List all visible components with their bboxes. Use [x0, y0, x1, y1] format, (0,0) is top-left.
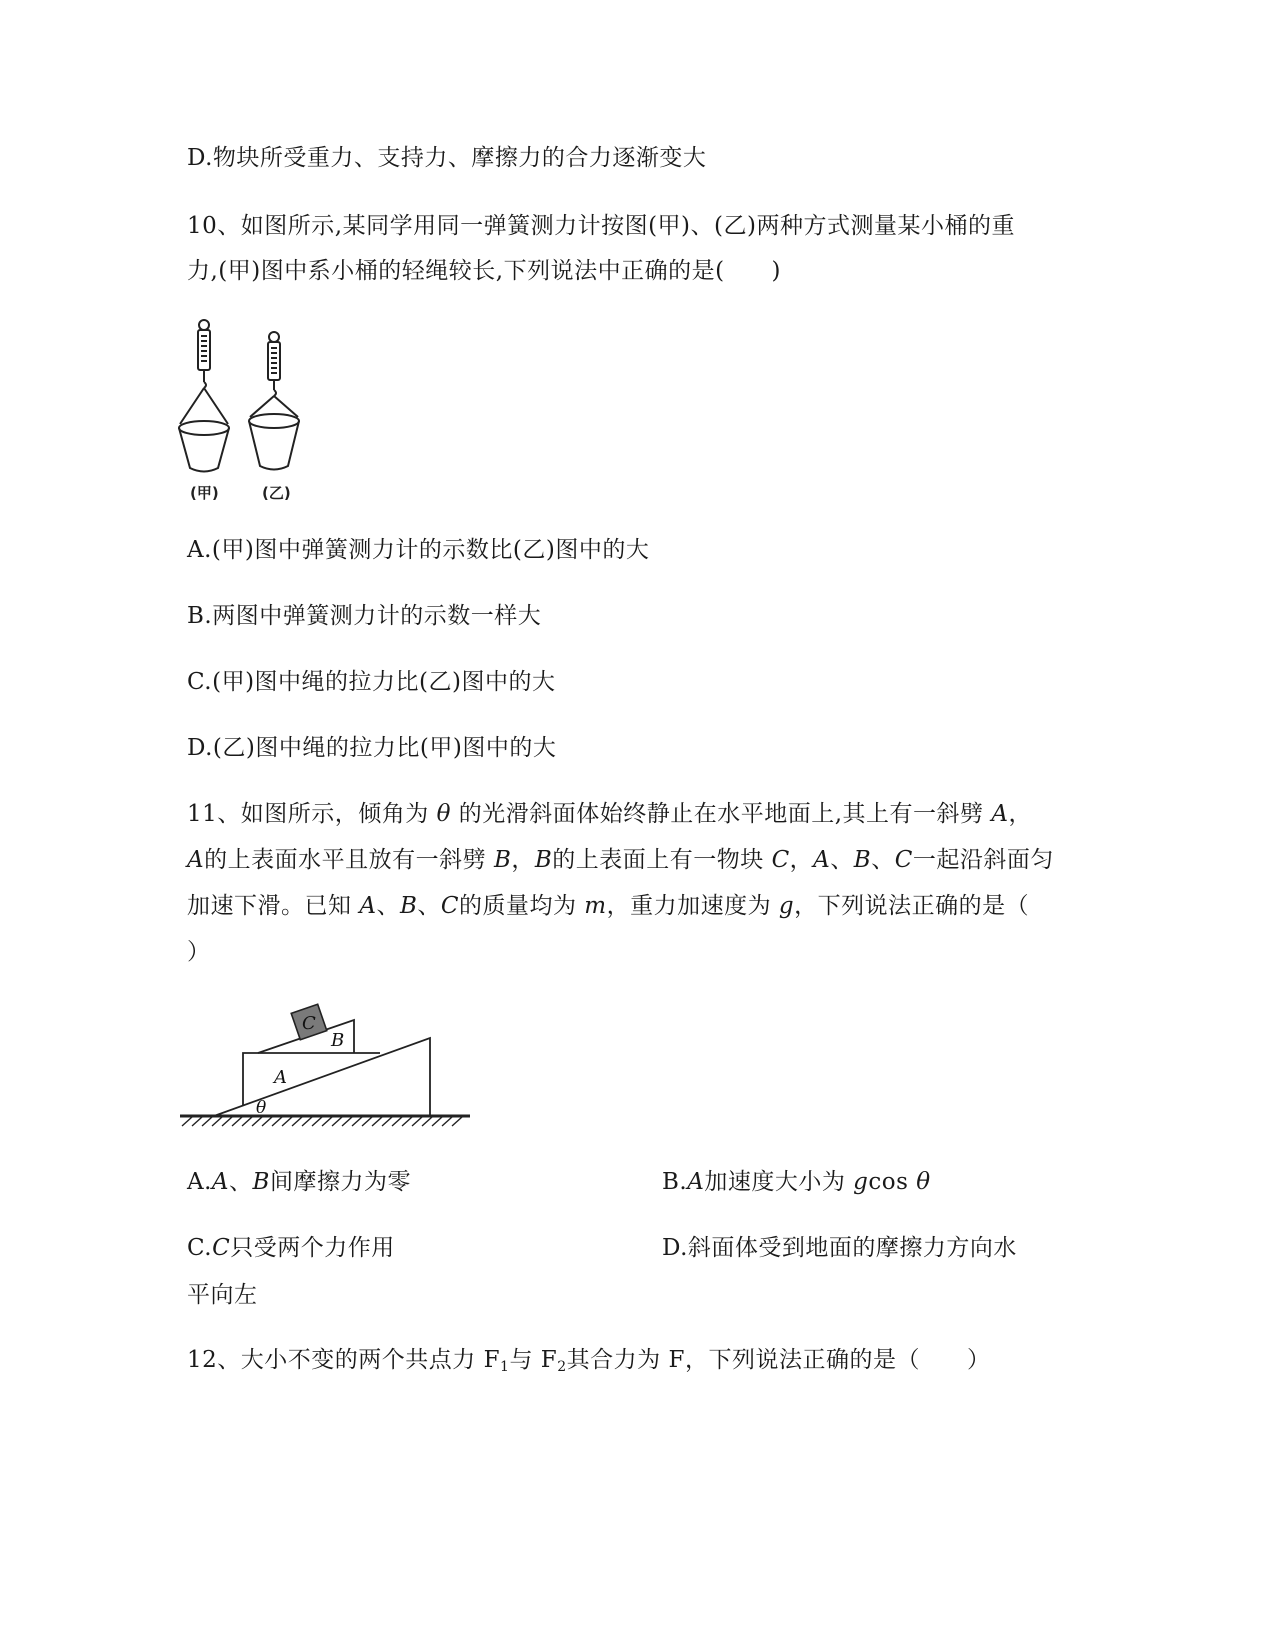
label-b: B: [331, 1030, 345, 1051]
q10-figure-spring-scales: [170, 316, 320, 506]
figure-label-yi: (乙): [262, 484, 291, 502]
q12-stem: 12、大小不变的两个共点力 $F_1$与 $F_2$其合力为 F，下列说法正确的是（ ）: [187, 1347, 991, 1375]
q10-option-a: A.(甲)图中弹簧测力计的示数比(乙)图中的大: [187, 537, 650, 563]
ground-hatching: [182, 1117, 462, 1126]
q11-option-d-line2: 平向左: [187, 1282, 258, 1308]
q11-option-c: C.C只受两个力作用: [187, 1235, 395, 1261]
q10-option-d: D.(乙)图中绳的拉力比(甲)图中的大: [187, 735, 557, 761]
incline-body: [214, 1038, 430, 1116]
q11-figure-inclined-plane: [180, 1000, 475, 1132]
label-theta: θ: [256, 1098, 267, 1118]
q10-stem-line1: 10、如图所示,某同学用同一弹簧测力计按图(甲)、(乙)两种方式测量某小桶的重: [187, 213, 1015, 239]
q10-option-c: C.(甲)图中绳的拉力比(乙)图中的大: [187, 669, 556, 695]
q10-stem-line2: 力,(甲)图中系小桶的轻绳较长,下列说法中正确的是( ): [187, 258, 782, 284]
spring-scale-jia: [179, 320, 229, 472]
q10-option-b: B.两图中弹簧测力计的示数一样大: [187, 603, 542, 629]
figure-label-jia: (甲): [190, 484, 219, 502]
q11-option-b: B.A加速度大小为 gcos θ: [662, 1169, 931, 1195]
q11-option-d-line1: D.斜面体受到地面的摩擦力方向水: [662, 1235, 1017, 1261]
spring-scale-yi: [249, 332, 299, 470]
q11-stem-line2: A的上表面水平且放有一斜劈 B，B的上表面上有一物块 C，A、B、C一起沿斜面匀: [187, 847, 1054, 873]
q11-stem-line3: 加速下滑。已知 A、B、C的质量均为 m，重力加速度为 g，下列说法正确的是（: [187, 893, 1030, 919]
q11-option-a: A.A、B间摩擦力为零: [187, 1169, 411, 1195]
q11-stem-line1: 11、如图所示，倾角为 θ 的光滑斜面体始终静止在水平地面上,其上有一斜劈 A，: [187, 801, 1032, 827]
label-c: C: [302, 1013, 316, 1034]
label-a: A: [274, 1067, 287, 1088]
q9-option-d: D.物块所受重力、支持力、摩擦力的合力逐渐变大: [187, 145, 707, 171]
q11-stem-line4: ）: [187, 939, 211, 965]
